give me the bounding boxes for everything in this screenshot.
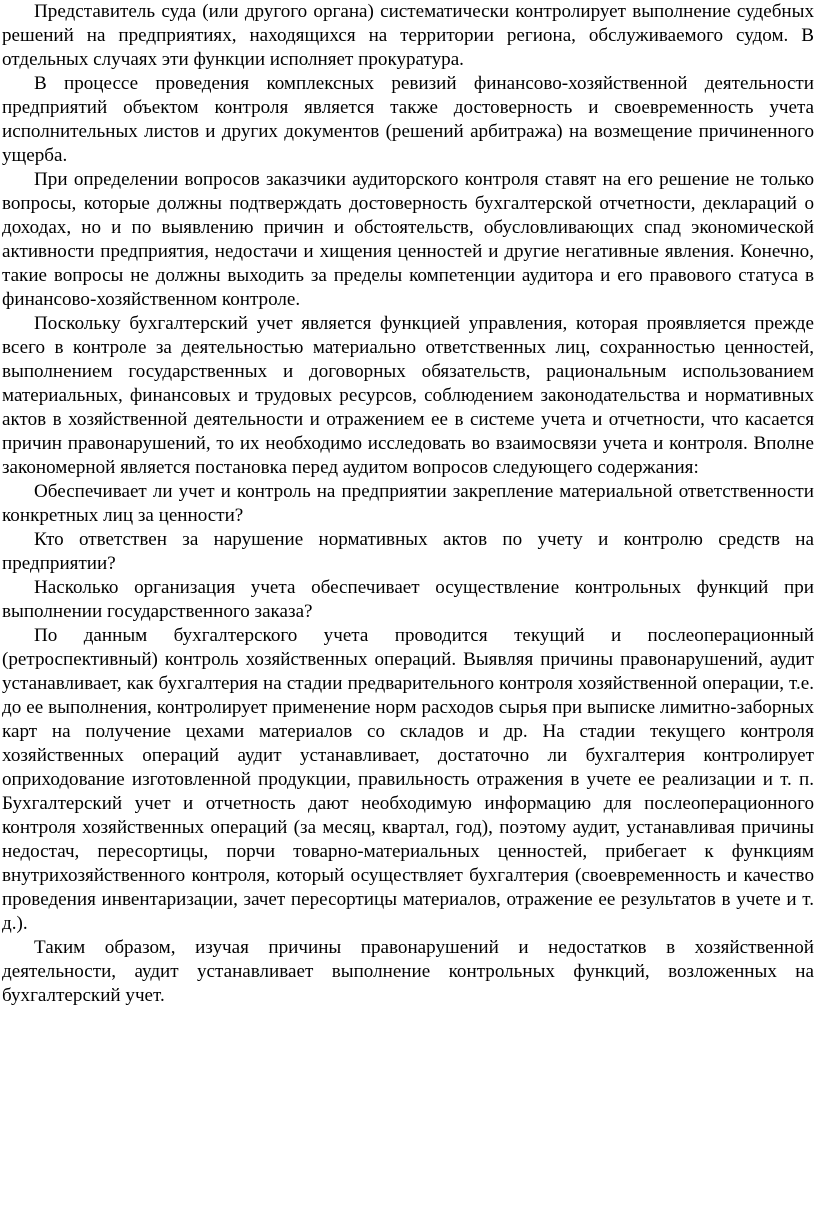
paragraph-question-responsibility: Обеспечивает ли учет и контроль на предприятии закрепление материальной ответственности конкретных лиц за ценности? [2, 481, 814, 526]
paragraph-audit-questions: При определении вопросов заказчики аудиторского контроля ставят на его решение не только вопросы, которые должны подтверждать достоверность бухгалтерской отчетности, деклараций о доходах, но и по выявлению причин и обстоятельств, обусловливающих спад экономической активности предприятия, недостачи и хищения ценностей и другие негативные явления. Конечно, такие вопросы не должны выходить за пределы компетенции аудитора и его правового статуса в финансово-хозяйственном контроле. [2, 169, 814, 310]
paragraph-accounting-function: Поскольку бухгалтерский учет является функцией управления, которая проявляется прежде всего в контроле за деятельностью материально ответственных лиц, сохранностью ценностей, выполнением государственных и договорных обязательств, рациональным использованием материальных, финансовых и трудовых ресурсов, соблюдением законодательства и нормативных актов в хозяйственной деятельности и отражением ее в системе учета и отчетности, что касается причин правонарушений, то их необходимо исследовать во взаимосвязи учета и контроля. Вполне закономерной является постановка перед аудитом вопросов следующего содержания: [2, 313, 814, 478]
paragraph-question-violation: Кто ответствен за нарушение нормативных актов по учету и контролю средств на предприятии? [2, 529, 814, 574]
paragraph-question-state-order: Насколько организация учета обеспечивает осуществление контрольных функций при выполнении государственного заказа? [2, 577, 814, 622]
paragraph-operations-control: По данным бухгалтерского учета проводится текущий и послеоперационный (ретроспективный) контроль хозяйственных операций. Выявляя причины правонарушений, аудит устанавливает, как бухгалтерия на стадии предварительного контроля хозяйственной операции, т.е. до ее выполнения, контролирует применение норм расходов сырья при выписке лимитно-заборных карт на получение цехами материалов со складов и др. На стадии текущего контроля хозяйственных операций аудит устанавливает, достаточно ли бухгалтерия контролирует оприходование изготовленной продукции, правильность отражения в учете ее реализации и т. п. Бухгалтерский учет и отчетность дают необходимую информацию для послеоперационного контроля хозяйственных операций (за месяц, квартал, год), поэтому аудит, устанавливая причины недостач, пересортицы, порчи товарно-материальных ценностей, прибегает к функциям внутрихозяйственного контроля, который осуществляет бухгалтерия (своевременность и качество проведения инвентаризации, зачет пересортицы материалов, отражение ее результатов в учете и т. д.). [2, 625, 814, 934]
paragraph-audit-revisions: В процессе проведения комплексных ревизий финансово-хозяйственной деятельности предприятий объектом контроля является также достоверность и своевременность учета исполнительных листов и других документов (решений арбитража) на возмещение причиненного ущерба. [2, 73, 814, 166]
paragraph-conclusion: Таким образом, изучая причины правонарушений и недостатков в хозяйственной деятельности, аудит устанавливает выполнение контрольных функций, возложенных на бухгалтерский учет. [2, 937, 814, 1006]
paragraph-court-control: Представитель суда (или другого органа) систематически контролирует выполнение судебных решений на предприятиях, находящихся на территории региона, обслуживаемого судом. В отдельных случаях эти функции исполняет прокуратура. [2, 1, 814, 70]
document-body [2, 0, 814, 1008]
